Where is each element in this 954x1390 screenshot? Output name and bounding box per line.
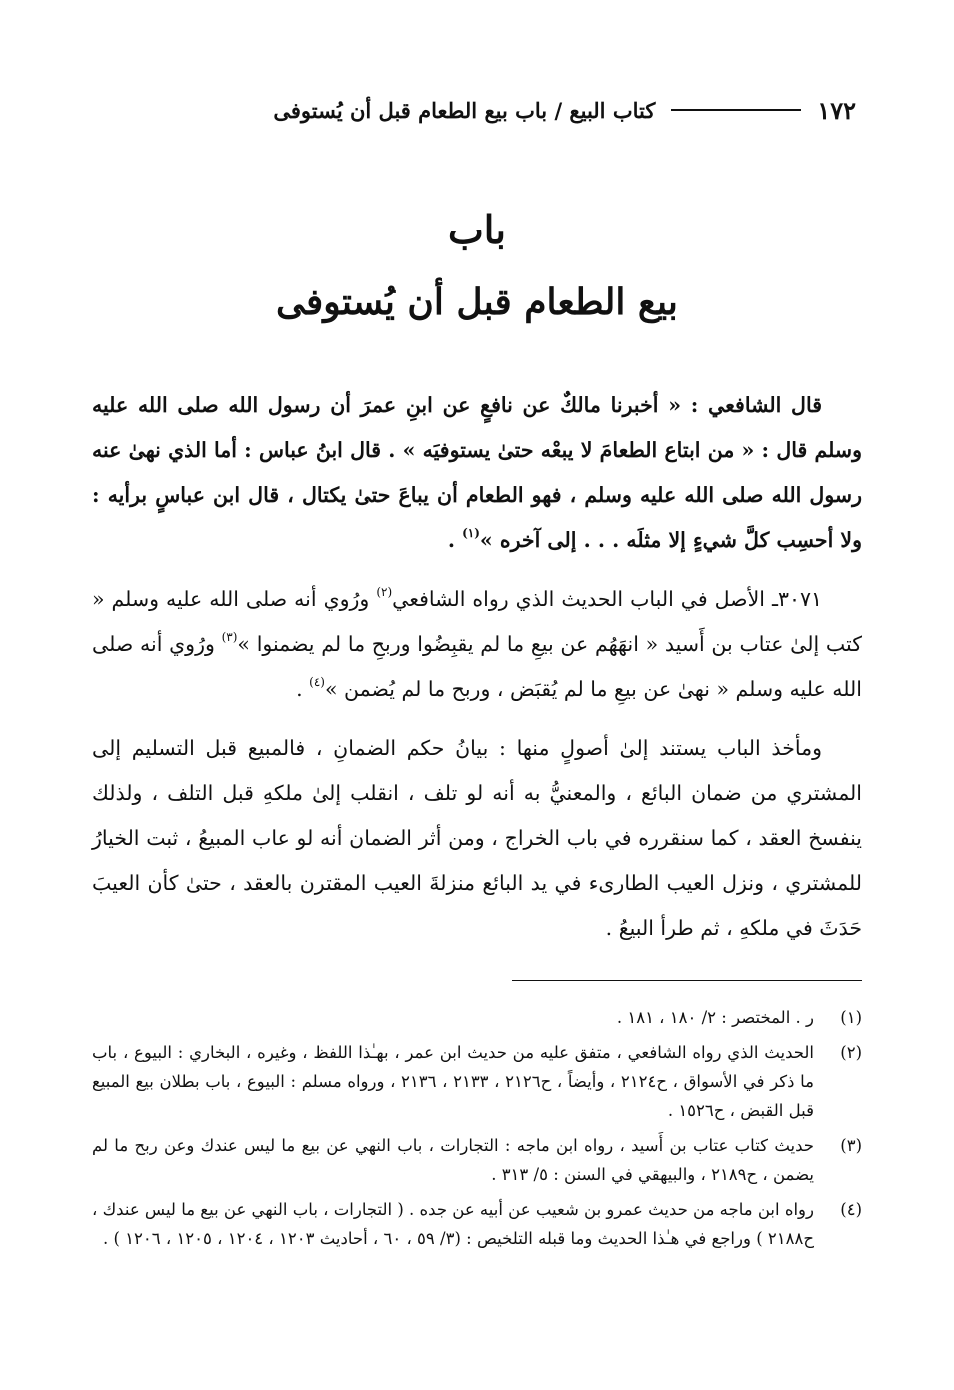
paragraph-shafii-quote xyxy=(92,383,862,563)
paragraph-text: ورُوي أنه صلى الله عليه وسلم « نهىٰ عن بيعِ ما لم يُقبَض ، وربح ما لم يُضمن » xyxy=(92,632,862,701)
running-title: كتاب البيع / باب بيع الطعام قبل أن يُستوفى xyxy=(273,97,656,123)
footnote-item xyxy=(92,1038,862,1125)
footnote-text: ر . المختصر : ٢/ ١٨٠ ، ١٨١ . xyxy=(616,1008,814,1027)
body-text xyxy=(92,383,862,965)
footnote-divider xyxy=(512,980,862,981)
footnote-text: حديث كتاب عتاب بن أَسيد ، رواه ابن ماجه : التجارات ، باب النهي عن بيع ما ليس عندك وعن ربح ما لم يضمن ، ح٢١٨٩ ، والبيهقي في السنن : ٥/ ٣١٣ . xyxy=(92,1136,814,1184)
footnote-number: (٤) xyxy=(840,1200,862,1219)
footnote-text: الحديث الذي رواه الشافعي ، متفق عليه من حديث ابن عمر ، بهـٰذا اللفظ ، وغيره ، البخاري : البيوع ، باب ما ذكر في الأسواق ، ح٢١٢٤ ، وأيضاً ، ح٢١٢٦ ، ٢١٣٣ ، ٢١٣٦ ، ورواه مسلم : البيوع ، باب بطلان بيع المبيع قبل القبض ، ح١٥٢٦ . xyxy=(92,1043,814,1120)
footnote-ref[interactable]: (١) xyxy=(462,526,480,540)
paragraph-basis: ومأخذ الباب يستند إلىٰ أصولٍ منها : بيانُ حكم الضمانِ ، فالمبيع قبل التسليم إلى المشتري من ضمان البائع ، والمعنيُّ به أنه لو تلف ، انقلب إلىٰ ملكهِ قبل التلف ، ولذلك ينفسخ العقد ، كما سنقرره في باب الخراج ، ومن أثر الضمان أنه لو عاب المبيعُ ، ثبت الخيارُ للمشتري ، ونزل العيب الطارىء في يد البائع منزلةَ العيب المقترن بالعقد ، حتىٰ كأن العيبَ حَدَثَ في ملكهِ ، ثم طرأ البيعُ . xyxy=(92,736,862,940)
chapter-label: باب xyxy=(448,207,506,252)
header-number-group xyxy=(273,96,856,125)
running-header xyxy=(92,90,856,130)
page-number: ١٧٢ xyxy=(817,95,856,125)
footnote-item xyxy=(92,1195,862,1253)
paragraph-3071 xyxy=(92,577,862,712)
footnote-number: (١) xyxy=(840,1008,862,1027)
footnote-number: (٣) xyxy=(840,1136,862,1155)
footnote-ref[interactable]: (٣) xyxy=(221,630,238,644)
chapter-title: بيع الطعام قبل أن يُستوفى xyxy=(276,281,678,323)
footnote-ref[interactable]: (٤) xyxy=(309,675,325,689)
footnote-number: (٢) xyxy=(840,1043,862,1062)
paragraph-text: ٣٠٧١ـ الأصل في الباب الحديث الذي رواه الشافعي xyxy=(392,587,822,611)
footnote-text: رواه ابن ماجه من حديث عمرو بن شعيب عن أبيه عن جده . ( التجارات ، باب النهي عن بيع ما ليس عندك ، ح٢١٨٨ ) وراجع في هـٰذا الحديث وما قبله التلخيص : (٣/ ٥٩ ، ٦٠ ، أحاديث ١٢٠٣ ، ١٢٠٤ ، ١٢٠٥ ، ١٢٠٦ ) . xyxy=(92,1200,814,1248)
header-rule xyxy=(671,109,801,111)
footnote-ref[interactable]: (٢) xyxy=(376,585,393,599)
paragraph-end: . xyxy=(296,677,310,701)
paragraph-text: ورُوي أنه صلى الله عليه وسلم « كتب إلىٰ عتاب بن أَسيد « انهَهُم عن بيعِ ما لم يقبِضُوا وربحِ ما لم يضمنوا » xyxy=(92,587,862,656)
footnotes xyxy=(92,1003,862,1259)
footnote-item xyxy=(92,1131,862,1189)
footnote-item xyxy=(92,1003,862,1032)
paragraph-text: قال الشافعي : « أخبرنا مالكٌ عن نافعٍ عن ابنِ عمرَ أن رسول الله صلى الله عليه وسلم قال : « من ابتاع الطعامَ لا يبعْه حتىٰ يستوفيَه » . قال ابنُ عباس : أما الذي نهىٰ عنه رسول الله صلى الله عليه وسلم ، فهو الطعام أن يباعَ حتىٰ يكتال ، قال ابن عباسٍ برأيه : ولا أحسِب كلَّ شيءٍ إلا مثلَه . . . إلى آخره » xyxy=(92,393,862,552)
paragraph-end: . xyxy=(447,528,463,552)
